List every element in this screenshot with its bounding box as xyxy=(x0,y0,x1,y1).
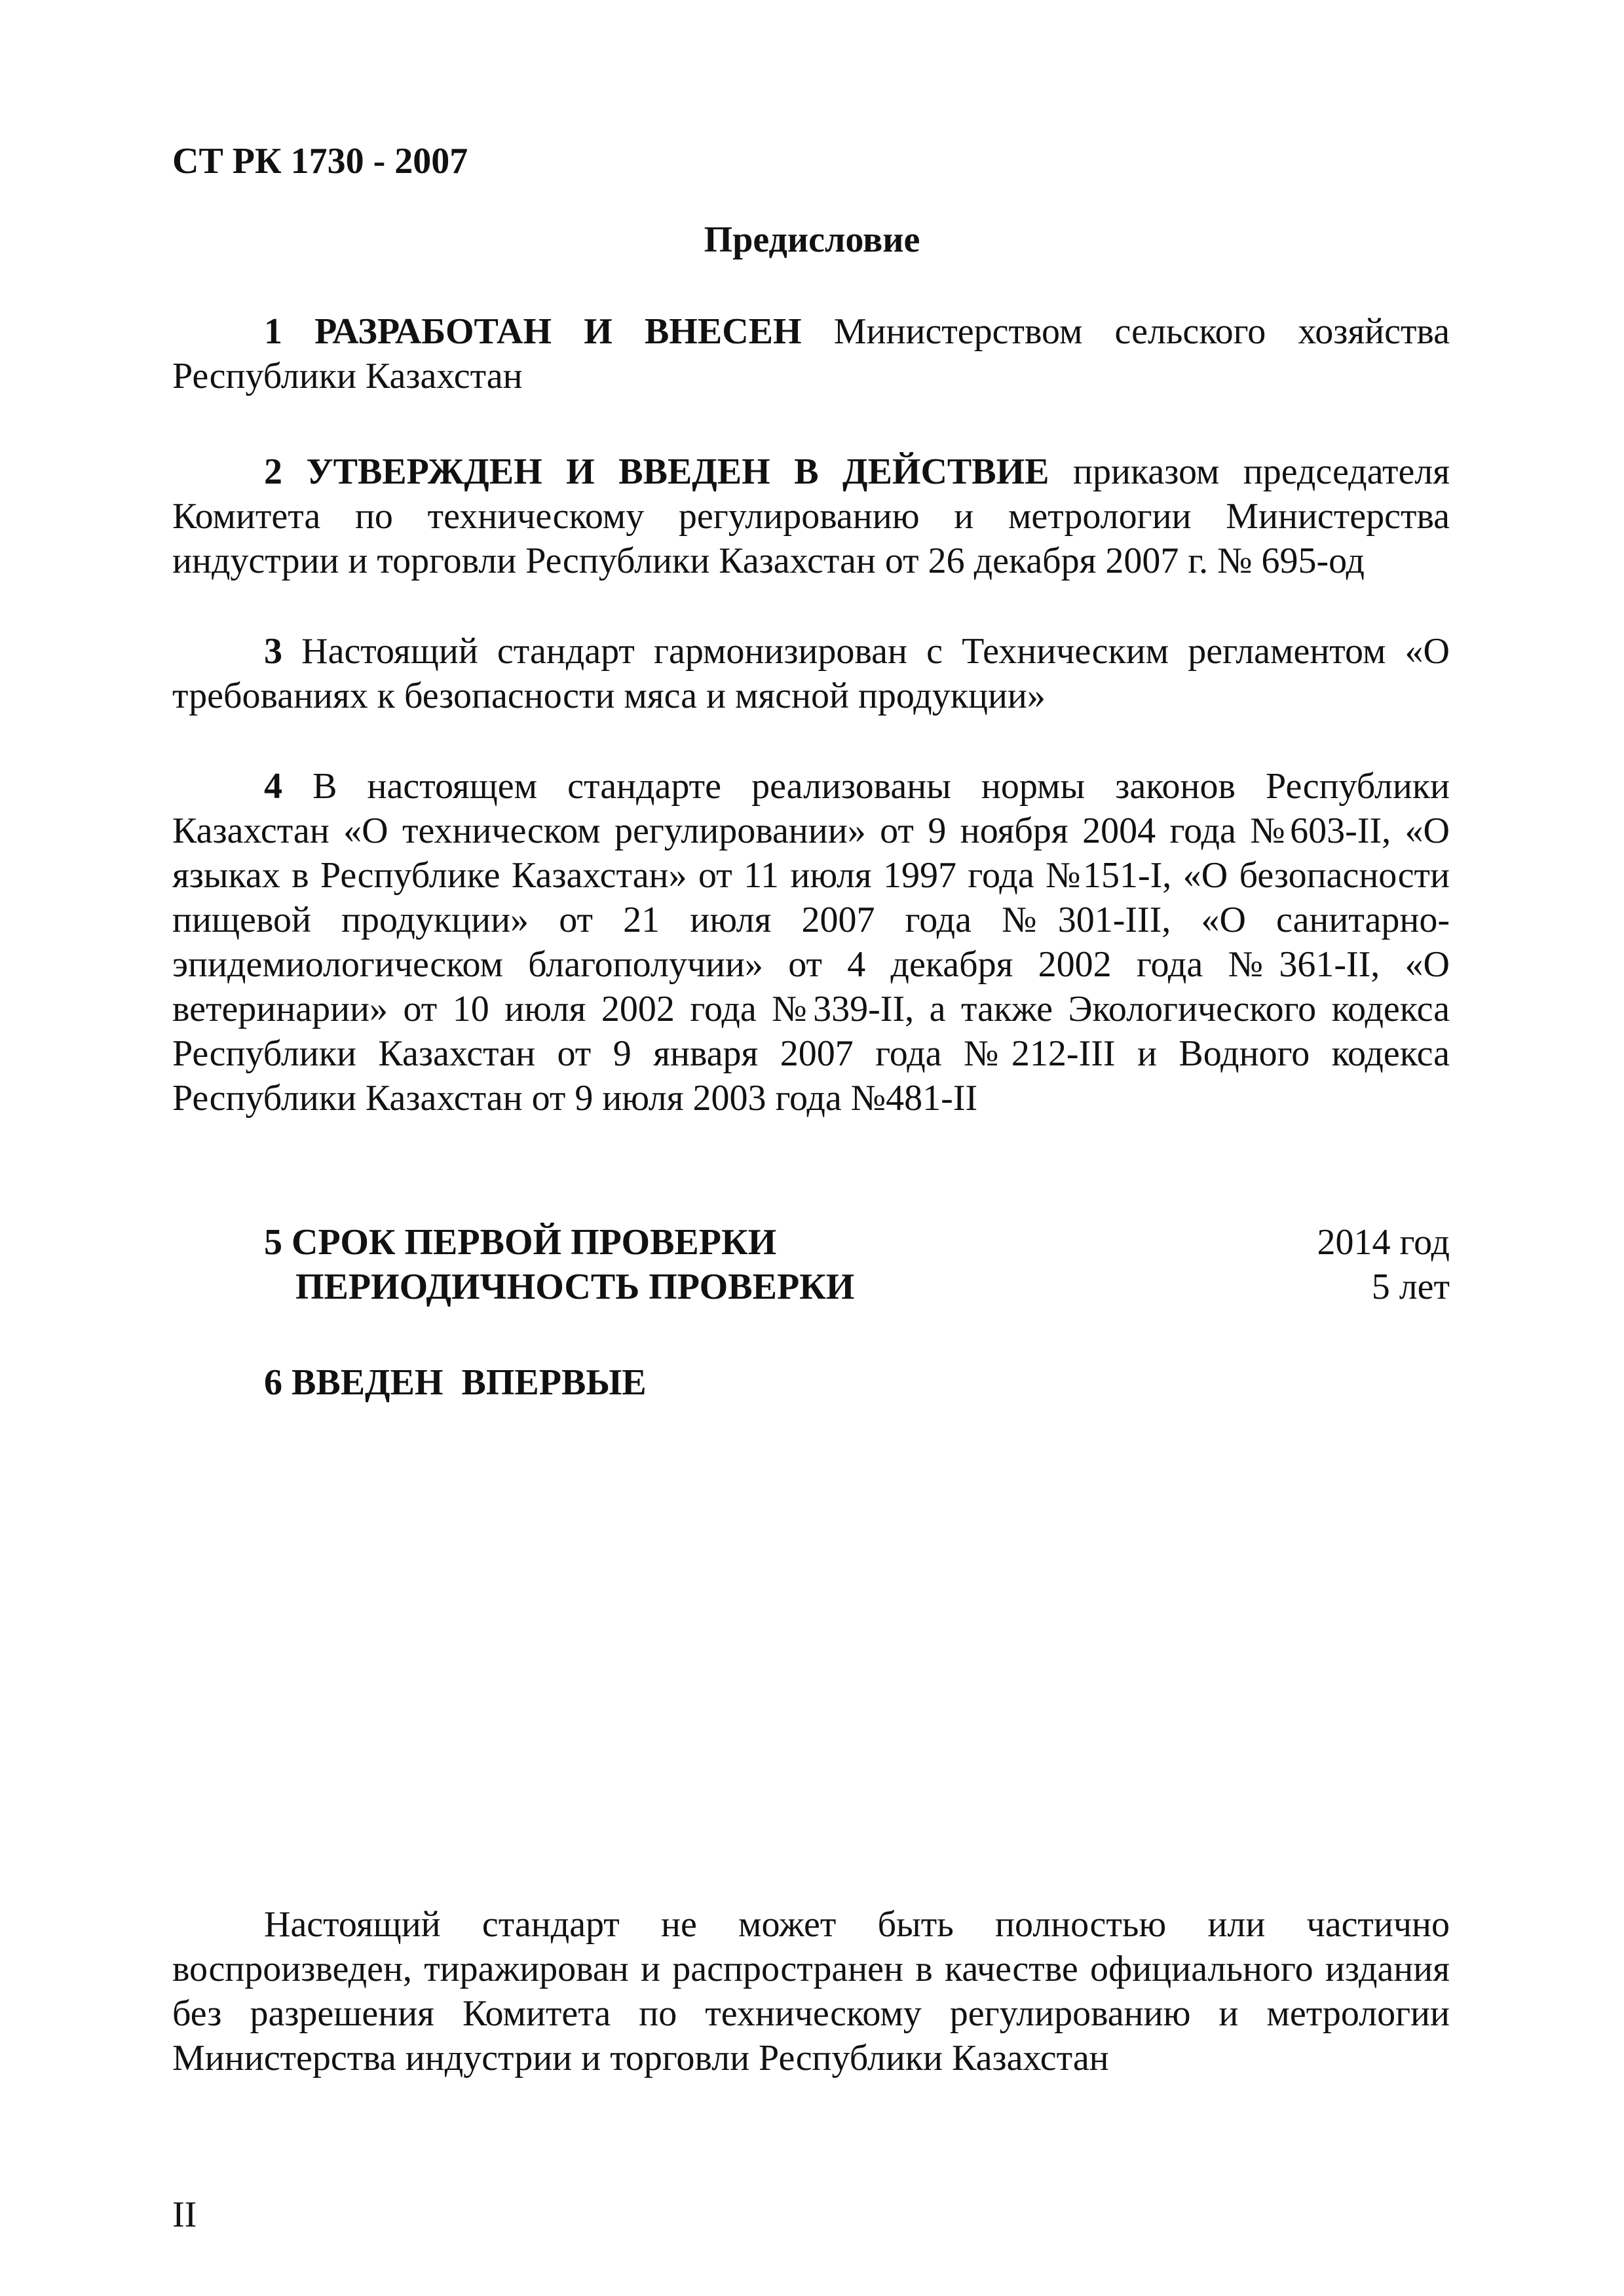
check-period-value: 5 лет xyxy=(1371,1267,1450,1307)
item-3-heading: 3 xyxy=(264,631,282,672)
check-period-label: ПЕРИОДИЧНОСТЬ ПРОВЕРКИ xyxy=(295,1267,855,1307)
check-period-row xyxy=(264,1265,1450,1309)
item-4 xyxy=(172,764,1450,1120)
first-check-row xyxy=(264,1220,1450,1265)
copyright-notice: Настоящий стандарт не может быть полностью или частично воспроизведен, тиражирован и распространен в качестве официального издания без разрешения Комитета по техническому регулированию и метрологии Министерства индустрии и торговли Республики Казахстан xyxy=(172,1904,1450,2078)
item-4-heading: 4 xyxy=(264,766,282,807)
item-3-text: Настоящий стандарт гармонизирован с Техническим регламентом «О требованиях к безопасности мяса и мясной продукции» xyxy=(172,631,1450,716)
introduced-label: 6 ВВЕДЕН ВПЕРВЫЕ xyxy=(264,1362,647,1403)
item-2 xyxy=(172,450,1450,583)
item-1-text: Министерством сельского хозяйства Республики Казахстан xyxy=(172,311,1450,396)
page-number: II xyxy=(172,2194,197,2235)
item-1 xyxy=(172,309,1450,398)
item-4-text: В настоящем стандарте реализованы нормы законов Республики Казахстан «О техническом регулировании» от 9 ноября 2004 года №603-II, «О языках в Республике Казахстан» от 11 июля 1997 года №151-I, «О безопасности пищевой продукции» от 21 июля 2007 года №301-III, «О санитарно-эпидемиологическом благополучии» от 4 декабря 2002 года №361-II, «О ветеринарии» от 10 июля 2002 года №339-II, а также Экологического кодекса Республики Казахстан от 9 января 2007 года №212-III и Водного кодекса Республики Казахстан от 9 июля 2003 года №481-II xyxy=(172,766,1450,1119)
first-check-label: 5 СРОК ПЕРВОЙ ПРОВЕРКИ xyxy=(264,1222,777,1263)
standard-designation: СТ РК 1730 - 2007 xyxy=(172,141,468,182)
item-2-text: приказом председателя Комитета по техническому регулированию и метрологии Министерства индустрии и торговли Республики Казахстан от 26 декабря 2007 г. № 695-од xyxy=(172,451,1450,581)
item-1-heading: 1 РАЗРАБОТАН И ВНЕСЕН xyxy=(264,311,802,352)
page-title: Предисловие xyxy=(704,220,920,260)
item-2-heading: 2 УТВЕРЖДЕН И ВВЕДЕН В ДЕЙСТВИЕ xyxy=(264,451,1049,492)
introduced-row xyxy=(264,1360,1450,1405)
item-3 xyxy=(172,629,1450,718)
first-check-value: 2014 год xyxy=(1317,1222,1450,1263)
